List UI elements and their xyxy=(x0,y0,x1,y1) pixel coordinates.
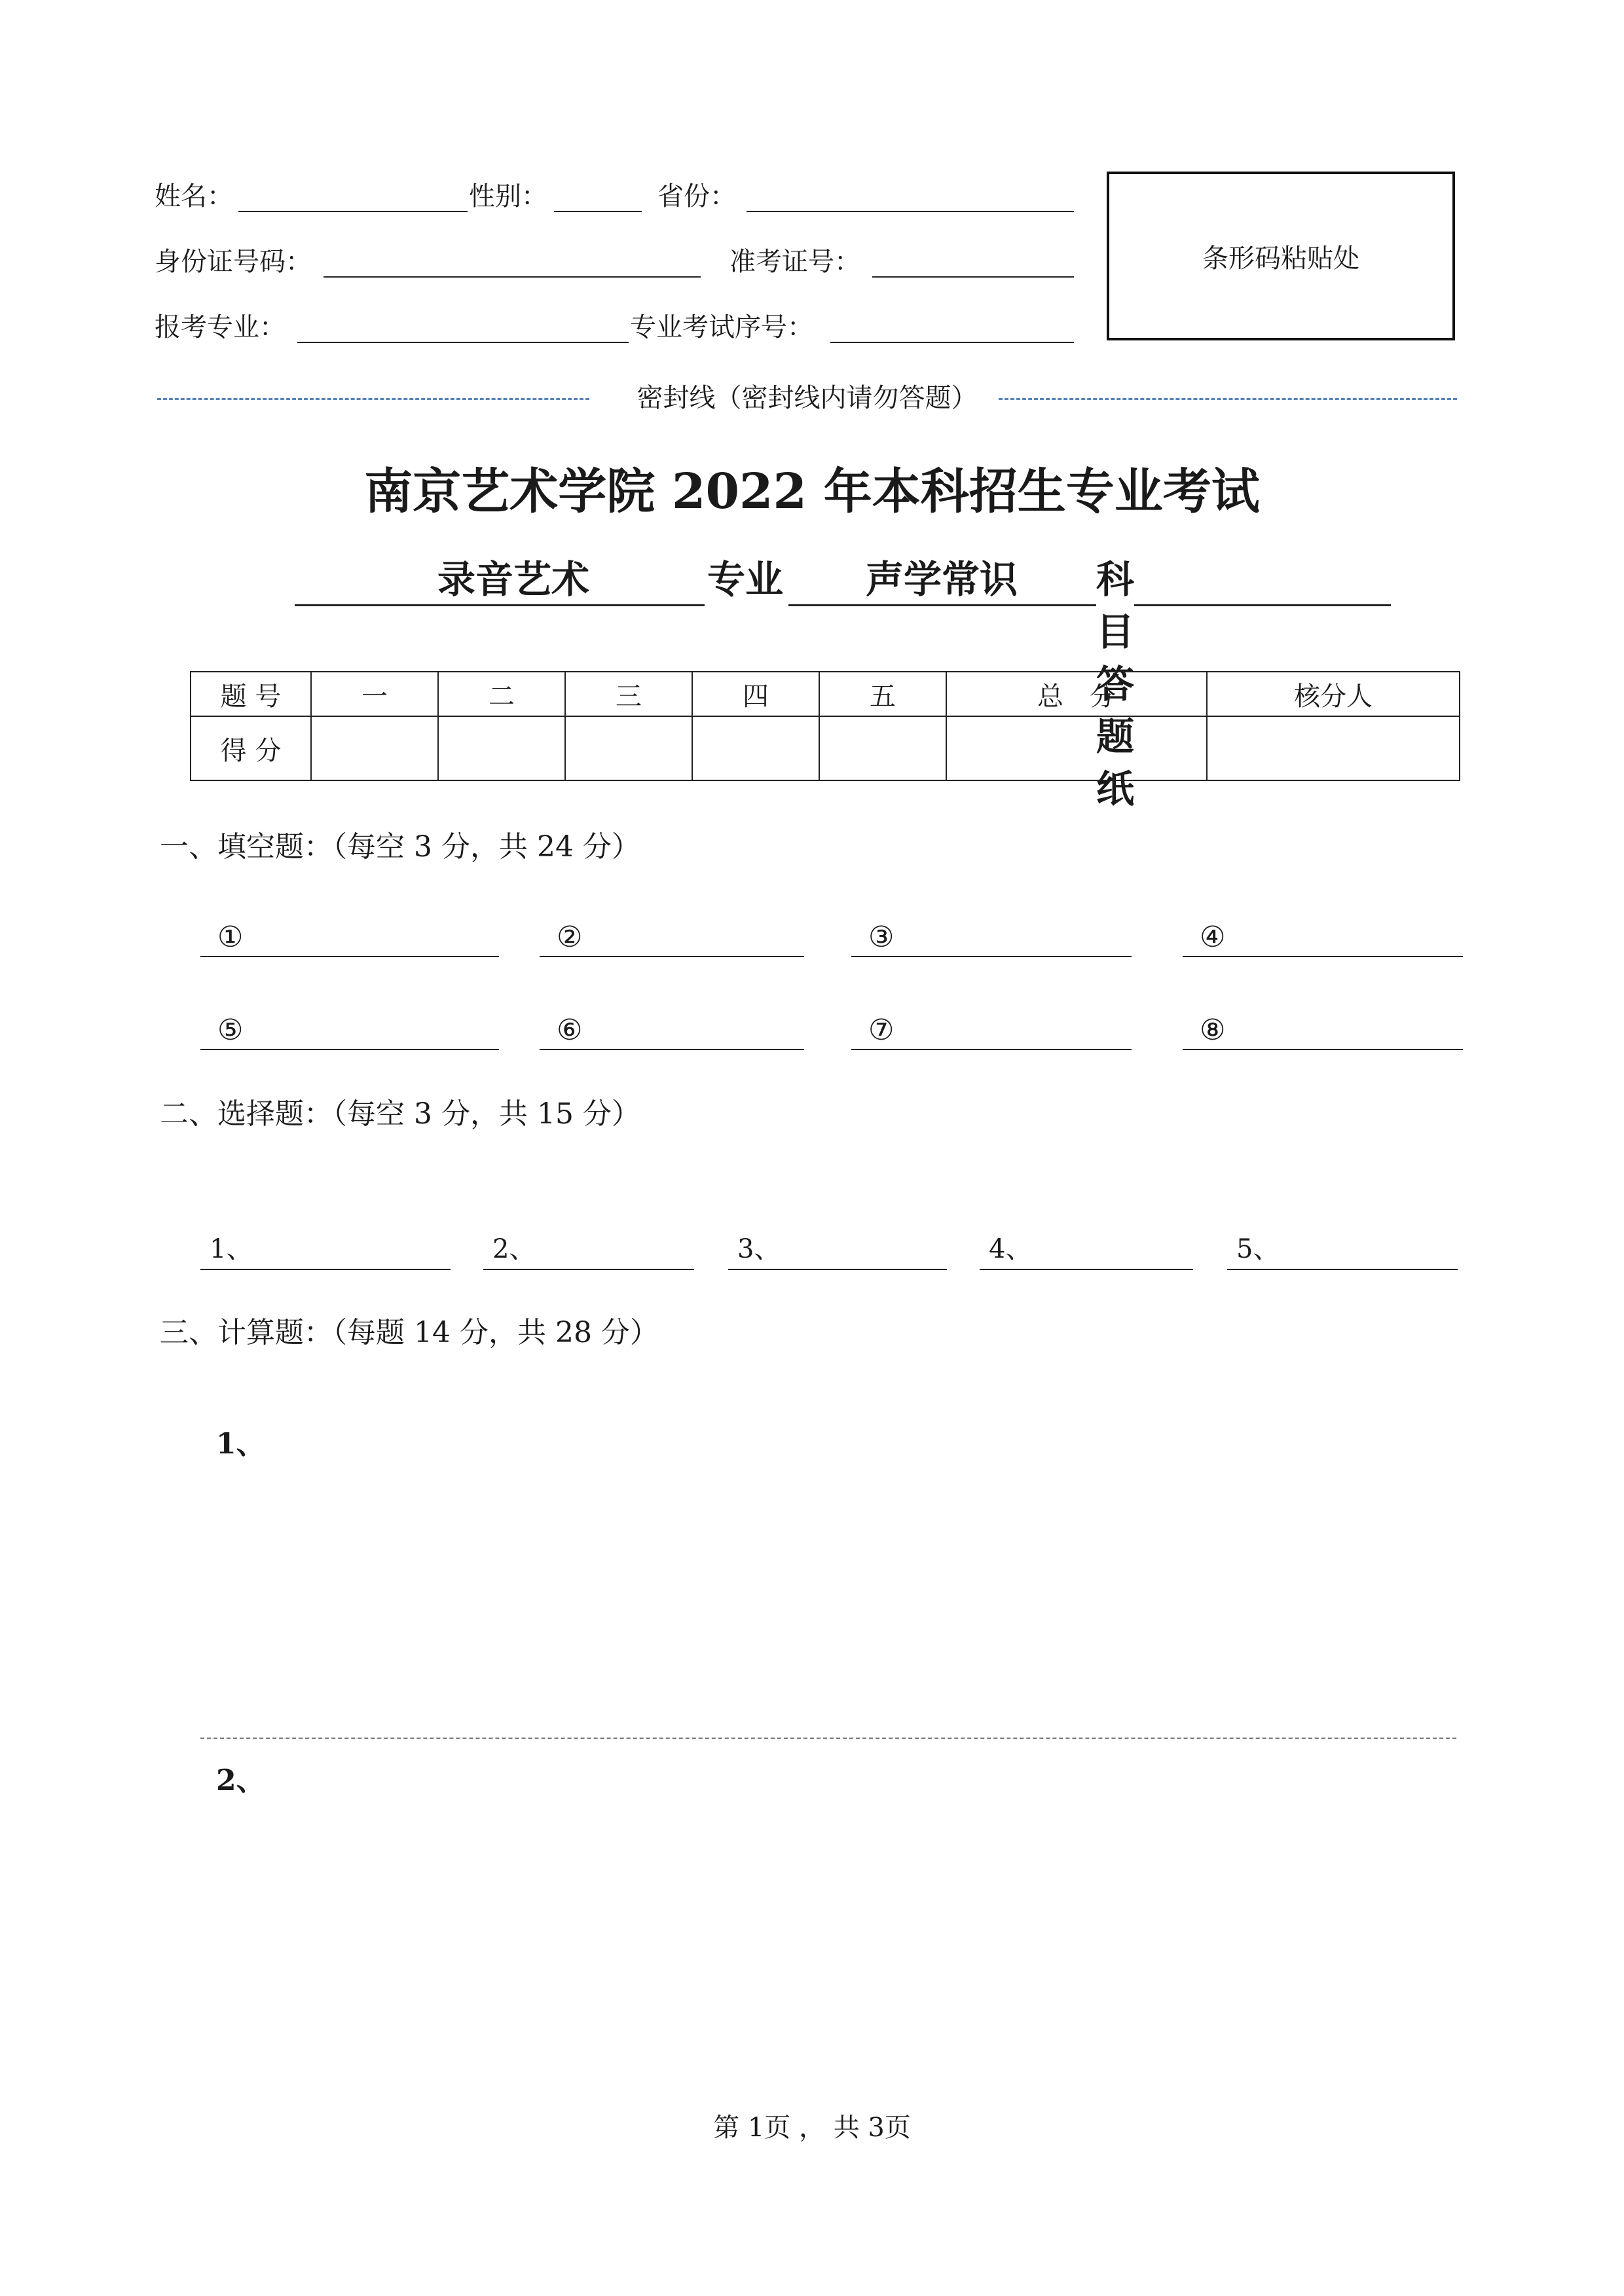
question-2-answer-area[interactable] xyxy=(216,1803,1454,2078)
choice-1[interactable]: 1、 xyxy=(200,1228,451,1270)
page-footer: 第 1页 ， 共 3页 xyxy=(713,2113,911,2143)
major-name: 录音艺术 xyxy=(437,557,590,602)
subject-suffix: 科目答题纸 xyxy=(1096,553,1134,815)
section2-title: 二、选择题：（每空 3 分，共 15 分） xyxy=(160,1097,640,1131)
id-field[interactable] xyxy=(323,246,701,278)
question-divider xyxy=(200,1738,1456,1739)
seq-field[interactable] xyxy=(830,312,1074,343)
score-cell[interactable] xyxy=(819,716,946,780)
section1-title: 一、填空题：（每空 3 分，共 24 分） xyxy=(160,830,640,864)
row-header-question: 题 号 xyxy=(191,672,311,716)
choice-2[interactable]: 2、 xyxy=(483,1228,694,1270)
col-checker: 核分人 xyxy=(1207,672,1460,716)
blank-3[interactable]: ③ xyxy=(851,918,1132,957)
score-table xyxy=(190,671,1460,781)
col-5: 五 xyxy=(819,672,946,716)
page-title: 南京艺术学院 2022 年本科招生专业考试 xyxy=(364,464,1260,520)
blank-6[interactable]: ⑥ xyxy=(540,1011,804,1050)
blank-2[interactable]: ② xyxy=(540,918,804,957)
col-4: 四 xyxy=(692,672,819,716)
question-2-number: 2、 xyxy=(216,1764,265,1797)
blank-4[interactable]: ④ xyxy=(1183,918,1463,957)
blank-5[interactable]: ⑤ xyxy=(200,1011,499,1050)
gender-label: 性别： xyxy=(469,181,547,211)
row-header-score: 得 分 xyxy=(191,716,311,780)
score-cell[interactable] xyxy=(692,716,819,780)
major-field[interactable] xyxy=(297,312,629,343)
ticket-field[interactable] xyxy=(872,246,1074,278)
score-cell[interactable] xyxy=(565,716,692,780)
question-1-answer-area[interactable] xyxy=(216,1467,1454,1722)
score-cell-total[interactable] xyxy=(946,716,1207,780)
col-1: 一 xyxy=(311,672,438,716)
gender-field[interactable] xyxy=(554,181,642,212)
barcode-label: 条形码粘贴处 xyxy=(1202,243,1359,274)
score-cell[interactable] xyxy=(438,716,565,780)
ticket-label: 准考证号： xyxy=(729,247,860,277)
score-cell[interactable] xyxy=(311,716,438,780)
section3-title: 三、计算题：（每题 14 分，共 28 分） xyxy=(160,1316,659,1349)
choice-3[interactable]: 3、 xyxy=(728,1228,947,1270)
name-label: 姓名： xyxy=(155,181,233,211)
score-cell-checker[interactable] xyxy=(1207,716,1460,780)
col-total: 总 分 xyxy=(946,672,1207,716)
col-2: 二 xyxy=(438,672,565,716)
id-label: 身份证号码： xyxy=(155,247,312,277)
seq-label: 专业考试序号： xyxy=(630,312,813,342)
blank-7[interactable]: ⑦ xyxy=(851,1011,1132,1050)
blank-1[interactable]: ① xyxy=(200,918,499,957)
choice-5[interactable]: 5、 xyxy=(1227,1228,1458,1270)
blank-8[interactable]: ⑧ xyxy=(1183,1011,1463,1050)
col-3: 三 xyxy=(565,672,692,716)
seal-line-text: 密封线（密封线内请勿答题） xyxy=(629,383,986,413)
major-suffix: 专业 xyxy=(707,557,784,602)
question-1-number: 1、 xyxy=(216,1427,265,1461)
name-field[interactable] xyxy=(238,181,468,212)
seal-line xyxy=(157,381,1457,415)
province-label: 省份： xyxy=(657,181,736,211)
subject-name: 声学常识 xyxy=(866,557,1018,602)
barcode-box xyxy=(1107,172,1455,340)
major-label: 报考专业： xyxy=(155,312,286,342)
choice-4[interactable]: 4、 xyxy=(980,1228,1193,1270)
province-field[interactable] xyxy=(747,181,1074,212)
